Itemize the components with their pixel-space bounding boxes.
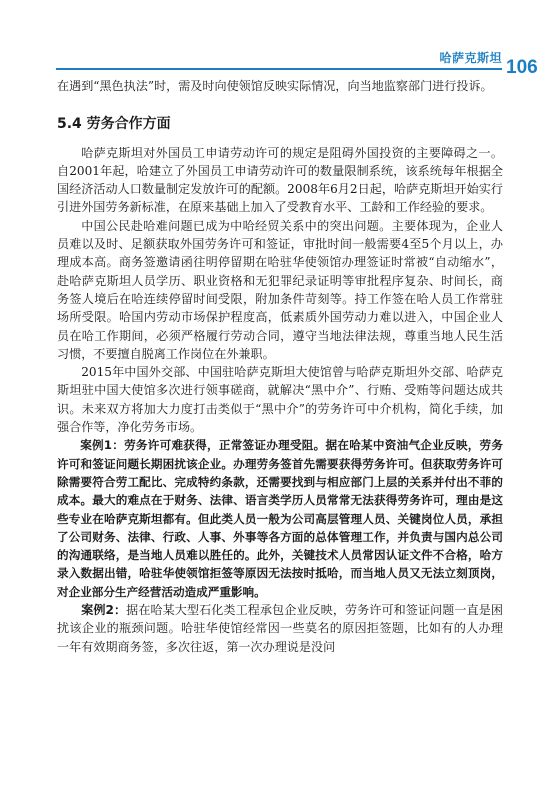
header-rule bbox=[56, 68, 502, 70]
paragraph-work-permit-rules: 哈萨克斯坦对外国员工申请劳动许可的规定是阻碍外国投资的主要障碍之一。自2001年起，哈建立了外国员工申请劳动许可的数量限制系统，该系统每年根据全国经济活动人口数量制定发放许可的配额。2008年6月2日起，哈萨克斯坦开始实行引进外国劳务新标准，在原来基础上加入了受教育水平、工龄和工作经验的要求。 bbox=[57, 145, 503, 215]
header-title: 哈萨克斯坦 bbox=[439, 51, 502, 65]
case-1-label: 案例1： bbox=[80, 438, 125, 453]
page-body bbox=[57, 77, 503, 656]
paragraph-case-1 bbox=[57, 436, 503, 601]
page-number: 106 bbox=[506, 57, 538, 78]
paragraph-visa-problems: 中国公民赴哈难问题已成为中哈经贸关系中的突出问题。主要体现为，企业人员难以及时、足额获取外国劳务许可和签证，审批时间一般需要4至5个月以上，办理成本高。商务签邀请函往明停留期在哈驻华使领馆办理签证时常被“自动缩水”，赴哈萨克斯坦人员学历、职业资格和无犯罪纪录证明等审批程序复杂、时间长，商务签人境后在哈连续停留时间受限，附加条件苛刻等。持工作签在哈人员工作常驻场所受限。哈国内劳动市场保护程度高，低素质外国劳动力难以进入，中国企业人员在哈工作期间，必须严格履行劳动合同，遵守当地法律法规，尊重当地人民生活习惯，不要擅自脱离工作岗位在外兼职。 bbox=[57, 218, 503, 361]
section-heading: 5.4 劳务合作方面 bbox=[57, 116, 171, 133]
paragraph-consular-consultation: 2015年中国外交部、中国驻哈萨克斯坦大使馆曾与哈萨克斯坦外交部、哈萨克斯坦驻中国大使馆多次进行领事磋商，就解决“黑中介”、行贿、受贿等问题达成共识。未来双方将加大力度打击类似于“黑中介”的劳务许可中介机构，简化手续，加强合作等，净化劳务市场。 bbox=[57, 365, 503, 435]
paragraph-case-2 bbox=[57, 601, 503, 656]
case-1-text: 劳务许可难获得，正常签证办理受阻。据在哈某中资油气企业反映，劳务许可和签证问题长期困扰该企业。办理劳务签首先需要获得劳务许可。但获取劳务许可除需要符合劳工配比、完成特约条款，还需要找到与相应部门上层的关系并付出不菲的成本。最大的难点在于财务、法律、语言类学历人员常常无法获得劳务许可，理由是这些专业在哈萨克斯坦都有。但此类人员一般为公司高层管理人员、关键岗位人员，承担了公司财务、法律、行政、人事、外事等各方面的总体管理工作，并负责与国内总公司的沟通联络，是当地人员难以胜任的。此外，关键技术人员常因认证文件不合格，哈方录入数据出错，哈驻华使领馆拒签等原因无法按时抵哈，而当地人员又无法立刻顶岗，对企业部分生产经营活动造成严重影响。 bbox=[57, 438, 503, 599]
paragraph-continued: 在遇到“黑色执法”时，需及时向使领馆反映实际情况，向当地监察部门进行投诉。 bbox=[57, 79, 493, 93]
case-2-label: 案例2： bbox=[81, 603, 127, 618]
page-header bbox=[0, 0, 559, 80]
case-2-text: 据在哈某大型石化类工程承包企业反映，劳务许可和签证问题一直是困扰该企业的瓶颈问题。哈驻华使馆经常因一些莫名的原因拒签题，比如有的人办理一年有效期商务签，多次往返，第一次办理说是没问 bbox=[57, 603, 503, 654]
